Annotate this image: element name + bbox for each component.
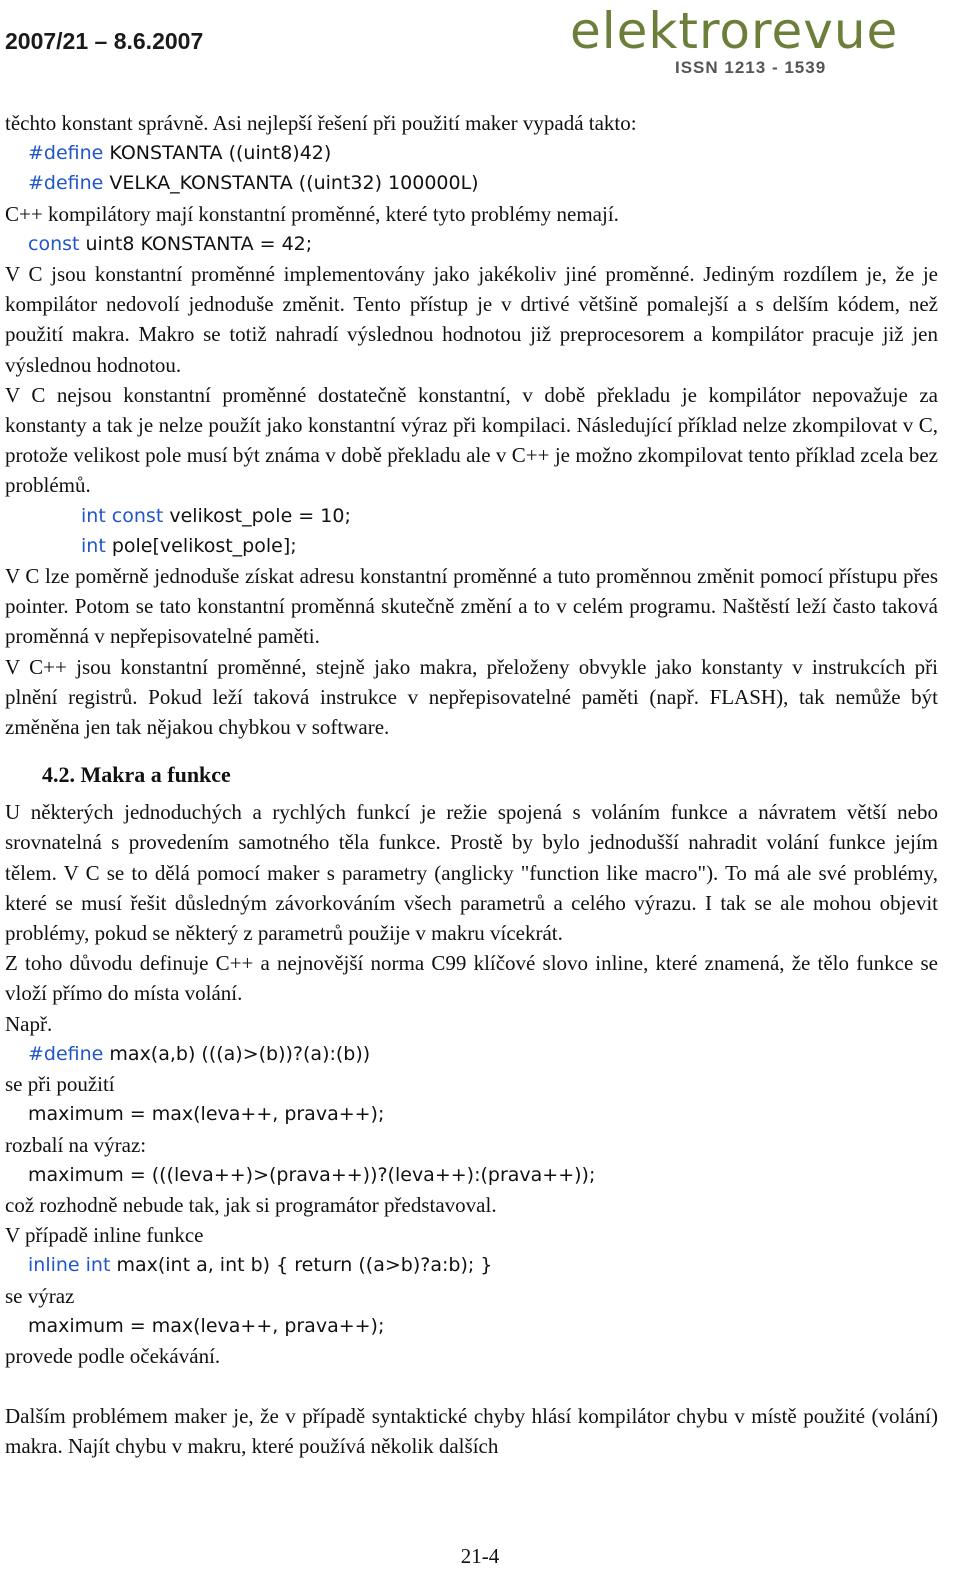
paragraph: což rozhodně nebude tak, jak si programátor představoval.	[5, 1192, 497, 1217]
code-line	[5, 168, 938, 198]
code-keyword: #define	[28, 172, 104, 195]
elektrorevue-logo	[570, 2, 955, 77]
paragraph: V C nejsou konstantní proměnné dostatečně konstantní, v době překladu je kompilátor nepovažuje za konstanty a tak je nelze použít jako konstantní výraz při kompilaci. Následující příklad nelze zkompilovat v C, protože velikost pole musí být známa v době překladu ale v C++ je možno zkompilovat tento příklad zcela bez problémů.	[5, 382, 938, 498]
code-text: velikost_pole = 10;	[163, 504, 351, 527]
paragraph: U některých jednoduchých a rychlých funkcí je režie spojená s voláním funkce a návratem větší nebo srovnatelná s provedením samotného těla funkce. Prostě by bylo jednodušší nahradit volání funkce jejím tělem. V C se to dělá pomocí maker s parametry (anglicky "function like macro"). To má ale své problémy, které se musí řešit důsledným závorkováním všech parametrů a celého výrazu. I tak se ale mohou objevit problémy, pokud se některý z parametrů použije v makru vícekrát.	[5, 800, 938, 946]
code-keyword: #define	[28, 142, 104, 165]
paragraph: V C jsou konstantní proměnné implementovány jako jakékoliv jiné proměnné. Jediným rozdílem je, že je kompilátor nedovolí jednoduše změnit. Tento přístup je v drtivé většině pomalejší a s delším kódem, než použití makra. Makro se totiž nahradí výslednou hodnotou již preprocesorem a kompilátor pracuje již jen výslednou hodnotou.	[5, 262, 938, 377]
paragraph: Např.	[5, 1011, 53, 1036]
code-text: VELKA_KONSTANTA ((uint32) 100000L)	[103, 172, 479, 195]
code-line	[5, 138, 938, 168]
section-heading: 4.2. Makra a funkce	[42, 762, 231, 788]
paragraph: se při použití	[5, 1072, 115, 1097]
code-keyword: const	[28, 232, 80, 255]
paragraph: se výraz	[5, 1283, 75, 1308]
code-line	[5, 1250, 938, 1280]
code-text: KONSTANTA ((uint8)42)	[103, 142, 332, 165]
code-text: max(int a, int b) { return ((a>b)?a:b); }	[110, 1254, 493, 1277]
paragraph: V případě inline funkce	[5, 1223, 204, 1248]
code-keyword: #define	[28, 1042, 104, 1065]
paragraph: těchto konstant správně. Asi nejlepší řešení při použití maker vypadá takto:	[5, 111, 637, 135]
paragraph: V C++ jsou konstantní proměnné, stejně jako makra, přeloženy obvykle jako konstanty v instrukcích při plnění registrů. Pokud leží taková instrukce v nepřepisovatelné paměti (např. FLASH), tak nemůže být změněna jen tak nějakou chybkou v software.	[5, 654, 938, 740]
code-line	[5, 501, 938, 531]
paragraph: Dalším problémem maker je, že v případě syntaktické chyby hlásí kompilátor chybu v místě použité (volání) makra. Najít chybu v makru, které používá několik dalších	[5, 1404, 938, 1459]
paragraph: C++ kompilátory mají konstantní proměnné, které tyto problémy nemají.	[5, 201, 619, 226]
code-line	[5, 1039, 938, 1069]
code-keyword: int const	[81, 504, 164, 527]
code-line: maximum = max(leva++, prava++);	[28, 1314, 385, 1337]
code-line: maximum = (((leva++)>(prava++))?(leva++):(prava++));	[28, 1163, 596, 1186]
code-text: max(a,b) (((a)>(b))?(a):(b))	[103, 1042, 371, 1065]
code-line: maximum = max(leva++, prava++);	[28, 1103, 385, 1126]
issue-date: 2007/21 – 8.6.2007	[5, 28, 204, 54]
paragraph: V C lze poměrně jednoduše získat adresu konstantní proměnné a tuto proměnnou změnit pomocí přístupu přes pointer. Potom se tato konstantní proměnná skutečně změní a to v celém programu. Naštěstí leží často taková proměnná v nepřepisovatelné paměti.	[5, 564, 938, 649]
code-text: pole[velikost_pole];	[105, 534, 297, 557]
code-line	[5, 531, 938, 561]
issn-label: ISSN 1213 - 1539	[675, 58, 827, 77]
code-keyword: inline int	[28, 1254, 111, 1277]
paragraph: provede podle očekávání.	[5, 1343, 221, 1368]
article-body	[5, 108, 938, 1462]
logo-wordmark: elektrorevue	[570, 2, 899, 60]
paragraph: rozbalí na výraz:	[5, 1132, 147, 1157]
code-keyword: int	[81, 534, 106, 557]
code-text: uint8 KONSTANTA = 42;	[79, 232, 313, 255]
page-number: 21-4	[460, 1544, 500, 1568]
spacer	[5, 1371, 938, 1401]
code-line	[5, 229, 938, 259]
paragraph: Z toho důvodu definuje C++ a nejnovější norma C99 klíčové slovo inline, které znamená, že tělo funkce se vloží přímo do místa volání.	[5, 951, 938, 1006]
